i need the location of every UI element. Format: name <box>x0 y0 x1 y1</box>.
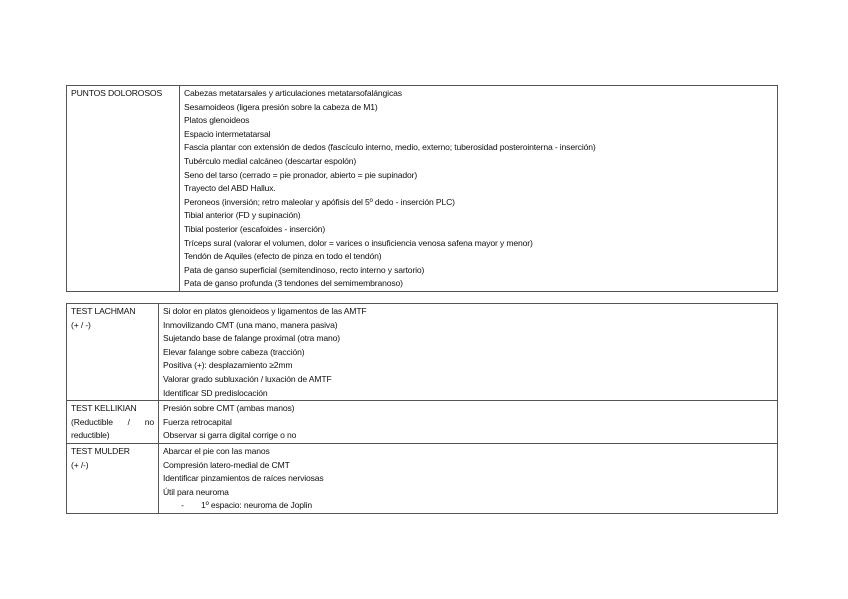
list-item: Fascia plantar con extensión de dedos (fascículo interno, medio, externo; tuberosidad posterointerna - inserción) <box>184 142 596 153</box>
list-item: Tendón de Aquiles (efecto de pinza en todo el tendón) <box>184 251 382 262</box>
list-item: Cabezas metatarsales y articulaciones metatarsofalángicas <box>184 88 402 98</box>
list-item: Observar si garra digital corrige o no <box>163 430 297 441</box>
row-label-cell <box>67 86 180 292</box>
row-content-cell <box>180 86 778 292</box>
list-item: Platos glenoideos <box>184 115 250 126</box>
test-mulder-result-label: (+ /-) <box>71 459 89 470</box>
table-row <box>67 304 778 401</box>
label-fragment: reductible) <box>71 430 110 441</box>
list-item: Trayecto del ABD Hallux. <box>184 183 276 194</box>
tests-table <box>66 303 778 514</box>
table-row <box>67 443 778 513</box>
label-fragment: no <box>144 416 154 427</box>
list-item: Sujetando base de falange proximal (otra mano) <box>163 333 341 344</box>
list-item: Si dolor en platos glenoideos y ligamentos de las AMTF <box>163 306 367 316</box>
bullet-list-item <box>163 499 773 513</box>
list-item: Fuerza retrocapital <box>163 416 232 427</box>
list-item: Positiva (+): desplazamiento ≥2mm <box>163 360 293 371</box>
label-fragment: (Reductible <box>71 416 113 427</box>
puntos-dolorosos-label: PUNTOS DOLOROSOS <box>71 88 163 98</box>
list-item: Identificar SD predislocación <box>163 387 268 398</box>
list-item: Inmovilizando CMT (una mano, manera pasiva) <box>163 319 338 330</box>
list-item: Pata de ganso superficial (semitendinoso, recto interno y sartorio) <box>184 264 425 275</box>
list-item: Peroneos (inversión; retro maleolar y apófisis del 5º dedo - inserción PLC) <box>184 196 455 207</box>
test-lachman-label: TEST LACHMAN <box>71 306 136 316</box>
list-item: Tibial anterior (FD y supinación) <box>184 210 301 221</box>
test-kellikian-result-label <box>71 416 154 430</box>
list-item: Presión sobre CMT (ambas manos) <box>163 403 295 414</box>
row-label-cell <box>67 401 159 444</box>
table-row <box>67 86 778 292</box>
list-item: Tibial posterior (escafoides - inserción) <box>184 223 326 234</box>
row-content-cell <box>159 443 778 513</box>
list-item: Abarcar el pie con las manos <box>163 445 270 456</box>
list-item: Identificar pinzamientos de raíces nerviosas <box>163 473 324 484</box>
list-item: Pata de ganso profunda (3 tendones del semimembranoso) <box>184 278 403 289</box>
list-item: Compresión latero-medial de CMT <box>163 459 290 470</box>
bullet-dash: - <box>181 500 184 511</box>
row-label-cell <box>67 304 159 401</box>
row-content-cell <box>159 401 778 444</box>
row-label-cell <box>67 443 159 513</box>
list-item: Seno del tarso (cerrado = pie pronador, abierto = pie supinador) <box>184 169 418 180</box>
bullet-text: 1º espacio: neuroma de Joplin <box>201 500 313 511</box>
row-content-cell <box>159 304 778 401</box>
list-item: Elevar falange sobre cabeza (tracción) <box>163 346 305 357</box>
list-item: Espacio intermetatarsal <box>184 128 271 139</box>
list-item: Tubérculo medial calcáneo (descartar espolón) <box>184 155 357 166</box>
list-item: Sesamoideos (ligera presión sobre la cabeza de M1) <box>184 101 378 112</box>
table-row <box>67 401 778 444</box>
test-mulder-label: TEST MULDER <box>71 445 130 456</box>
list-item: Útil para neuroma <box>163 486 229 497</box>
test-lachman-result-label: (+ / -) <box>71 319 91 330</box>
label-fragment: / <box>127 416 130 427</box>
list-item: Valorar grado subluxación / luxación de AMTF <box>163 373 332 384</box>
list-item: Tríceps sural (valorar el volumen, dolor = varices o insuficiencia venosa safena mayor y menor) <box>184 237 533 248</box>
puntos-dolorosos-table <box>66 85 778 292</box>
test-kellikian-label: TEST KELLIKIAN <box>71 403 137 414</box>
